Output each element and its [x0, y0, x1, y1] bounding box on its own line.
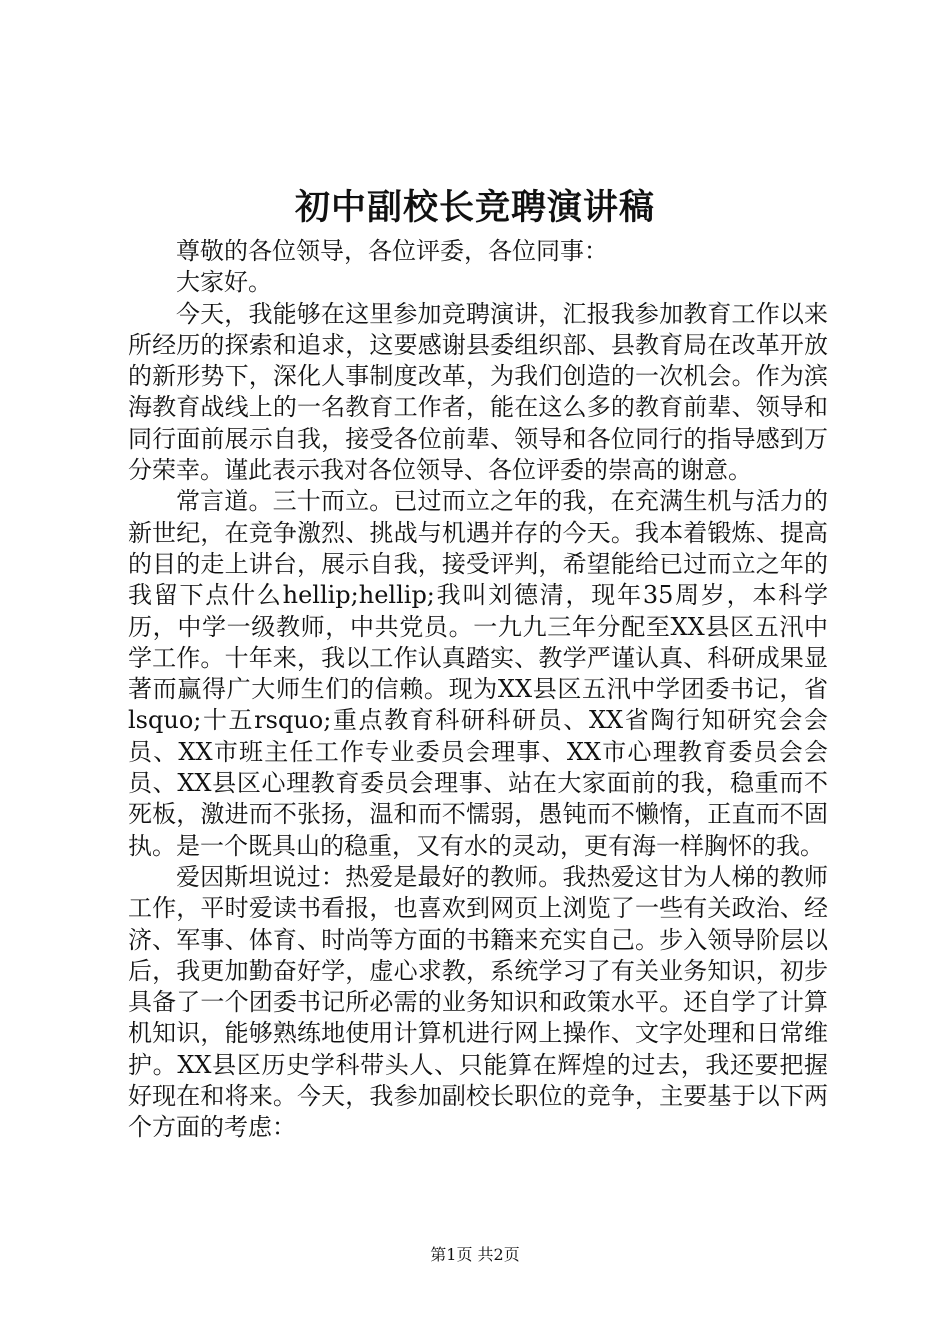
document-body: [128, 236, 828, 1144]
paragraph-salutation: 尊敬的各位领导，各位评委，各位同事：: [176, 237, 608, 265]
paragraph: 常言道。三十而立。已过而立之年的我，在充满生机与活力的新世纪，在竞争激烈、挑战与机遇并存的今天。我本着锻炼、提高的目的走上讲台，展示自我，接受评判，希望能给已过而立之年的我留下点什么hellip;hellip;我叫刘德清，现年35周岁，本科学历，中学一级教师，中共党员。一九九三年分配至XX县区五汛中学工作。十年来，我以工作认真踏实、教学严谨认真、科研成果显著而赢得广大师生们的信赖。现为XX县区五汛中学团委书记，省lsquo;十五rsquo;重点教育科研科研员、XX省陶行知研究会会员、XX市班主任工作专业委员会理事、XX市心理教育委员会会员、XX县区心理教育委员会理事、站在大家面前的我，稳重而不死板，激进而不张扬，温和而不懦弱，愚钝而不懒惰，正直而不固执。是一个既具山的稳重，又有水的灵动，更有海一样胸怀的我。: [128, 487, 828, 860]
paragraph: 爱因斯坦说过：热爱是最好的教师。我热爱这甘为人梯的教师工作，平时爱读书看报，也喜欢到网页上浏览了一些有关政治、经济、军事、体育、时尚等方面的书籍来充实自己。步入领导阶层以后，我更加勤奋好学，虚心求教，系统学习了有关业务知识，初步具备了一个团委书记所必需的业务知识和政策水平。还自学了计算机知识，能够熟练地使用计算机进行网上操作、文字处理和日常维护。XX县区历史学科带头人、只能算在辉煌的过去，我还要把握好现在和将来。今天，我参加副校长职位的竞争，主要基于以下两个方面的考虑：: [128, 862, 828, 1142]
page-footer: 第1页 共2页: [430, 1245, 520, 1264]
paragraph: 今天，我能够在这里参加竞聘演讲，汇报我参加教育工作以来所经历的探索和追求，这要感谢县委组织部、县教育局在改革开放的新形势下，深化人事制度改革，为我们创造的一次机会。作为滨海教育战线上的一名教育工作者，能在这么多的教育前辈、领导和同行面前展示自我，接受各位前辈、领导和各位同行的指导感到万分荣幸。谨此表示我对各位领导、各位评委的崇高的谢意。: [128, 299, 828, 485]
document-title: 初中副校长竞聘演讲稿: [294, 187, 655, 228]
paragraph-greeting: 大家好。: [176, 268, 272, 297]
